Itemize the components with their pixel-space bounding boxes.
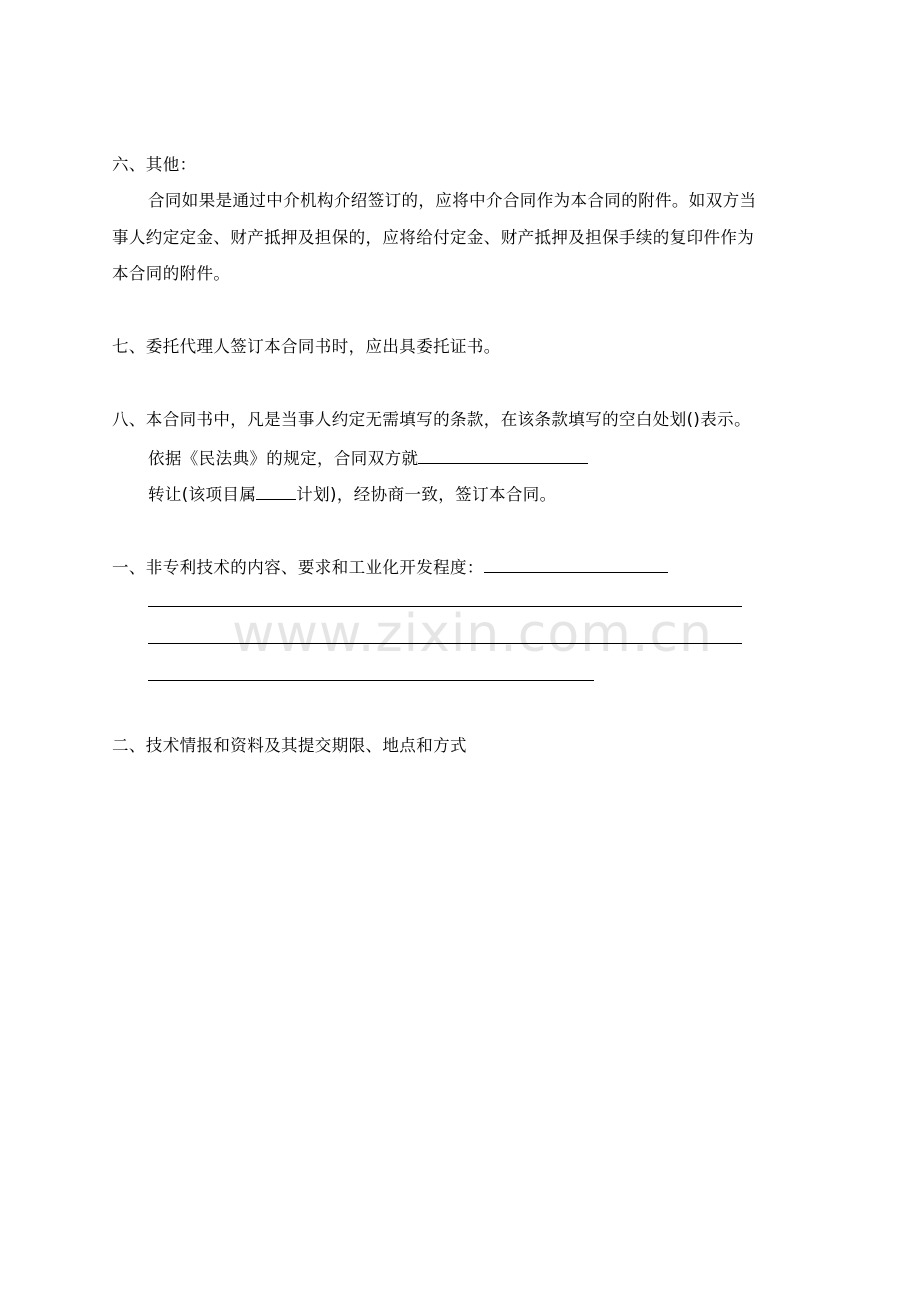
- plan-name-blank[interactable]: [256, 482, 296, 500]
- section-6-paragraph-line-2: 事人约定定金、财产抵押及担保的，应将给付定金、财产抵押及担保手续的复印件作为: [112, 228, 755, 247]
- article-1-heading: 一、非专利技术的内容、要求和工业化开发程度：: [112, 558, 484, 577]
- project-name-blank[interactable]: [418, 446, 588, 464]
- article-1-heading-line: [112, 555, 668, 579]
- section-7-text: 七、委托代理人签订本合同书时，应出具委托证书。: [112, 337, 501, 356]
- section-6-paragraph-line-1: 合同如果是通过中介机构介绍签订的，应将中介合同作为本合同的附件。如双方当: [148, 191, 757, 210]
- article-1-blank-line-3[interactable]: [148, 680, 594, 681]
- preamble-line-2-text-a: 转让(该项目属: [148, 485, 257, 504]
- preamble-line-1: [148, 446, 588, 470]
- section-6-paragraph-line-3: 本合同的附件。: [112, 264, 231, 283]
- watermark: www.zixin.com.cn: [232, 604, 713, 664]
- preamble-line-2-text-b: 计划)，经协商一致，签订本合同。: [296, 485, 557, 504]
- article-2-heading: 二、技术情报和资料及其提交期限、地点和方式: [112, 736, 467, 755]
- article-1-blank-inline[interactable]: [484, 555, 668, 573]
- section-8-text: 八、本合同书中，凡是当事人约定无需填写的条款，在该条款填写的空白处划()表示。: [112, 410, 751, 429]
- section-6-heading: 六、其他：: [112, 155, 197, 174]
- preamble-line-1-text: 依据《民法典》的规定，合同双方就: [148, 449, 419, 468]
- preamble-line-2: [148, 482, 557, 506]
